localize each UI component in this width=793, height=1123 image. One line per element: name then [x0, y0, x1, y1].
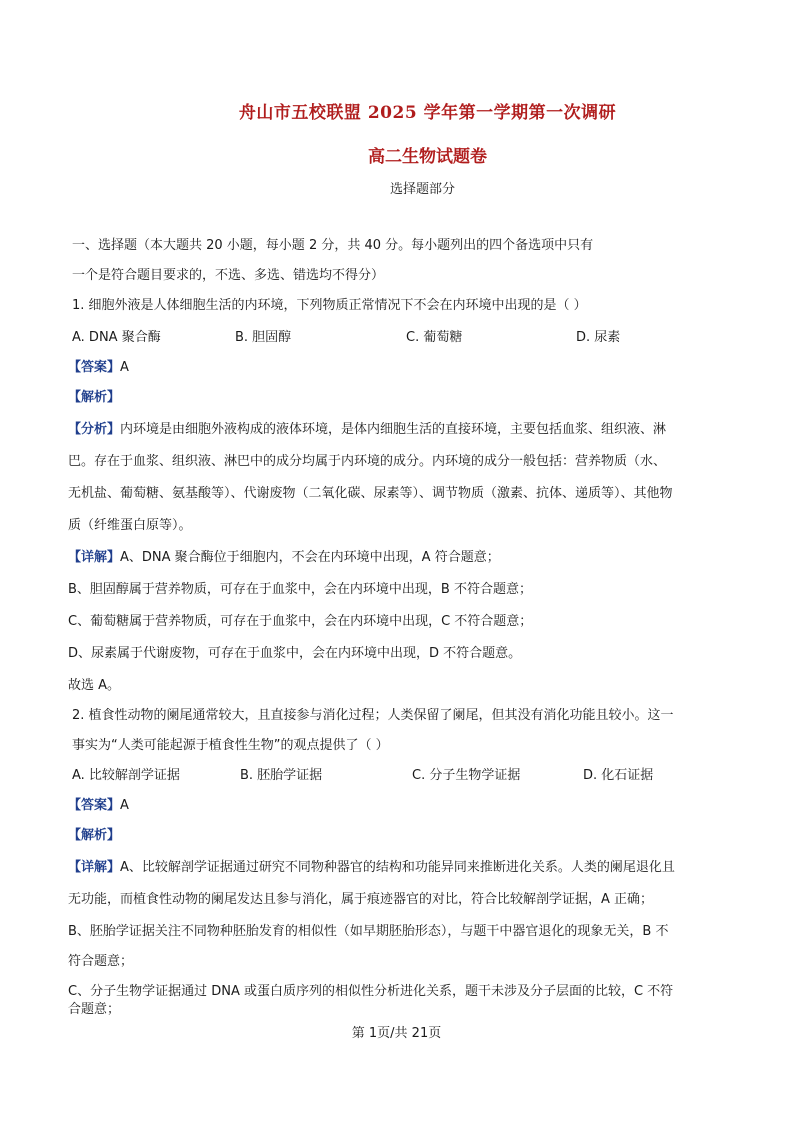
q1-option-a: A. DNA 聚合酶	[72, 330, 161, 345]
q2-xiangjie-line-4: 符合题意；	[68, 954, 134, 969]
q2-stem-line-2: 事实为“人类可能起源于植食性生物”的观点提供了（ ）	[72, 738, 389, 753]
xiangjie-tag: 【详解】	[68, 550, 121, 565]
q2-option-b: B. 胚胎学证据	[240, 768, 323, 783]
xiangjie-tag: 【详解】	[68, 860, 121, 875]
q2-stem-line-1: 2. 植食性动物的阑尾通常较大，且直接参与消化过程；人类保留了阑尾，但其没有消化功能且较小。这一	[72, 708, 674, 723]
q2-xiangjie-line-5: C、分子生物学证据通过 DNA 或蛋白质序列的相似性分析进化关系，题干未涉及分子层面的比较，C 不符	[68, 984, 674, 999]
q2-xiangjie-line-6: 合题意；	[68, 1000, 120, 1020]
q1-stem: 1. 细胞外液是人体细胞生活的内环境，下列物质正常情况下不会在内环境中出现的是（ ）	[72, 298, 587, 313]
section-label: 选择题部分	[389, 182, 455, 197]
q1-option-b: B. 胆固醇	[235, 330, 292, 345]
q2-xiangjie-line-1: 【详解】A、比较解剖学证据通过研究不同物种器官的结构和功能异同来推断进化关系。人类的阑尾退化且	[68, 860, 675, 875]
q2-option-d: D. 化石证据	[583, 768, 654, 783]
intro-line-1: 一、选择题（本大题共 20 小题，每小题 2 分，共 40 分。每小题列出的四个备选项中只有	[72, 238, 594, 253]
q1-options	[72, 328, 712, 348]
intro-line-2: 一个是符合题目要求的，不选、多选、错选均不得分）	[72, 268, 385, 283]
q1-fenxi-line-4: 质（纤维蛋白原等）。	[68, 518, 192, 533]
q2-xiangjie-line-3: B、胚胎学证据关注不同物种胚胎发育的相似性（如早期胚胎形态），与题干中器官退化的现象无关，B 不	[68, 924, 669, 939]
page-number: 第 1页/共 21页	[351, 1026, 442, 1041]
q1-option-d: D. 尿素	[576, 330, 621, 345]
q1-conclusion: 故选 A。	[68, 678, 121, 693]
q2-answer	[68, 796, 129, 816]
q2-xiangjie-line-2: 无功能，而植食性动物的阑尾发达且参与消化，属于痕迹器官的对比，符合比较解剖学证据，A 正确；	[68, 892, 654, 907]
exam-title: 舟山市五校联盟 2025 学年第一学期第一次调研	[238, 103, 617, 123]
answer-tag: 【答案】	[68, 360, 121, 375]
q2-options	[72, 766, 712, 786]
q1-xiangjie-line-1: 【详解】A、DNA 聚合酶位于细胞内，不会在内环境中出现，A 符合题意；	[68, 550, 500, 565]
page-footer	[0, 1022, 793, 1041]
fenxi-tag: 【分析】	[68, 422, 121, 437]
q1-xiangjie-line-2: B、胆固醇属于营养物质，可存在于血浆中，会在内环境中出现，B 不符合题意；	[68, 582, 532, 597]
q1-option-c: C. 葡萄糖	[406, 330, 463, 345]
q1-analysis-tag: 【解析】	[68, 390, 121, 405]
exam-subtitle: 高二生物试题卷	[368, 147, 487, 167]
answer-value: A	[120, 360, 129, 375]
answer-tag: 【答案】	[68, 798, 121, 813]
q1-answer	[68, 358, 129, 378]
q2-option-a: A. 比较解剖学证据	[72, 768, 180, 783]
q1-fenxi-line-1: 【分析】内环境是由细胞外液构成的液体环境，是体内细胞生活的直接环境，主要包括血浆、组织液、淋	[68, 422, 667, 437]
q1-fenxi-line-2: 巴。存在于血浆、组织液、淋巴中的成分均属于内环境的成分。内环境的成分一般包括：营养物质（水、	[68, 454, 667, 469]
q2-analysis-tag: 【解析】	[68, 828, 121, 843]
q1-fenxi-line-3: 无机盐、葡萄糖、氨基酸等）、代谢废物（二氧化碳、尿素等）、调节物质（激素、抗体、递质等）、其他物	[68, 486, 673, 501]
answer-value: A	[120, 798, 129, 813]
q2-option-c: C. 分子生物学证据	[412, 768, 521, 783]
q1-xiangjie-line-4: D、尿素属于代谢废物，可存在于血浆中，会在内环境中出现，D 不符合题意。	[68, 646, 522, 661]
q1-xiangjie-line-3: C、葡萄糖属于营养物质，可存在于血浆中，会在内环境中出现，C 不符合题意；	[68, 614, 533, 629]
